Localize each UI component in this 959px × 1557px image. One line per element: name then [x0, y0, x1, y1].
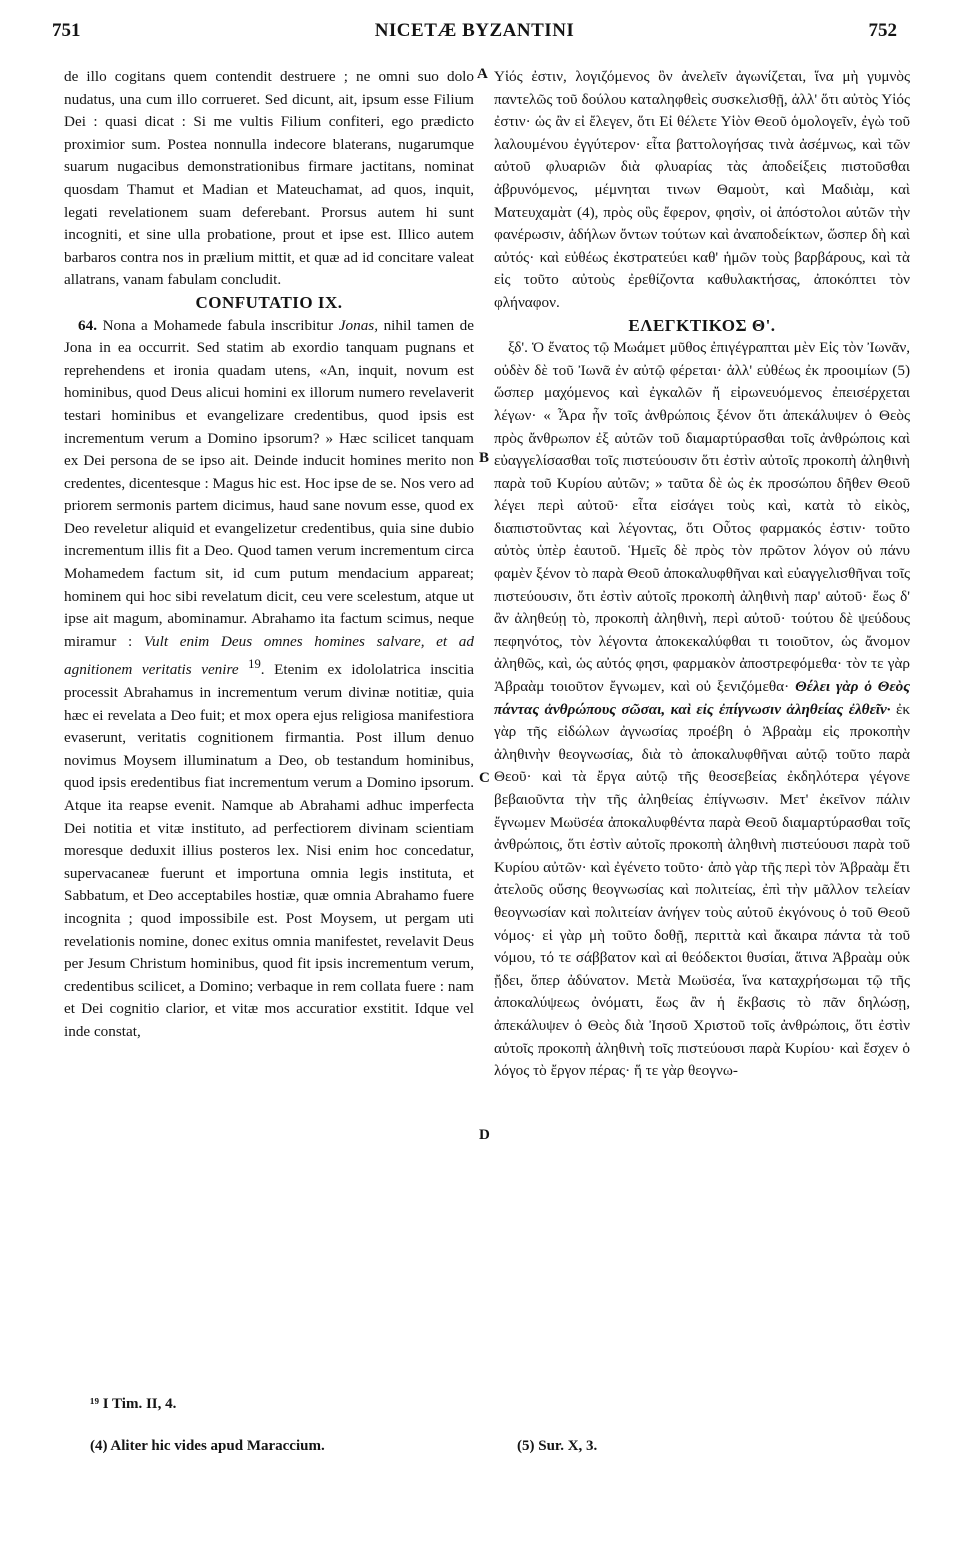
- margin-letter-b: B: [479, 450, 490, 466]
- margin-letter-d: D: [479, 1127, 490, 1143]
- page-number-right: 752: [868, 20, 897, 41]
- latin-section-heading: CONFUTATIO IX.: [195, 292, 343, 312]
- greek-text-run: ἐκ γὰρ τῆς εἰδώλων ἀγνωσίας προέβη ὁ Ἀβραὰμ εἰς προκοπὴν ἀληθινὴν θεογνωσίας, διὰ τὸ ἀποκαλυφθῆναι αὐτῷ τοῦτο παρὰ Θεοῦ· καὶ τὰ ἔργα αὐτῷ τῆς θεοσεβείας ἐκδηλότερα γέγονε βεβαιοῦντα τὴν τῆς ἀληθείας ἐπίγνωσιν. Μετ' ἐκεῖνον πάλιν ἔγνωμεν Μωϋσέα ἀποκαλυφθέντα παρὰ Θεοῦ διαμαρτύρασθαι τοῖς ἀνθρώποις, ὅτι ἐστὶν αὐτοῖς προκοπὴ ἀληθινὴ πιστεύουσι παρὰ τοῦ Κυρίου αὐτῶν· καὶ ἐγένετο τοῦτο· ἀπὸ γὰρ τῆς περὶ τὸν Ἀβραὰμ ἔτι ἀτελοῦς οὔσης θεογνωσίας καὶ πολιτείας, ἐπὶ τὴν μᾶλλον τελείαν θεογνωσίαν καὶ πολιτείαν ἀνήγεν τοὺς αὐτοῦ ἐκγόνους ὁ τοῦ Θεοῦ νόμος· εἰ γὰρ μὴ τοῦτο δοθῇ, περιττὰ καὶ ἄκαιρα πάντα τὰ τοῦ νόμου, τό τε σάββατον καὶ αἱ θεόδεκτοι θυσίαι, ἅτινα Ἀβραὰμ οὐκ ᾔδει, ὅπερ ἀδύνατον. Μετὰ Μωϋσέα, ἵνα καταχρήσωμαι τῷ τῆς ἀποκαλύψεως ὀνόματι, ἕως ἂν ἡ ἔκβασις τὸ πᾶν δηλώσῃ, ἀπεκάλυψεν ὁ Θεὸς διὰ Ἰησοῦ Χριστοῦ τοῖς ἀνθρώποις, ὅτι ἐστὶν αὐτοῖς προκοπὴ ἀληθινὴ τοῖς πιστεύουσι παρὰ Κυρίου· καὶ ἔσχεν ὁ λόγος τὸ ἔργον πέρας· ἥ τε γὰρ θεογνω-: [494, 700, 910, 1080]
- greek-section-heading: ΕΛΕΓΚΤΙΚΟΣ Θ'.: [628, 315, 776, 335]
- running-header: [52, 14, 897, 44]
- margin-letter-c: C: [479, 770, 490, 786]
- footnote-4: (4) Aliter hic vides apud Maraccium.: [90, 1438, 325, 1454]
- latin-text-run: nihil tamen de Jona in ea occurrit. Sed statim ab exordio tanquam pugnans et reprehendens et ironia quadam utens, «An, inquit, novum est hominibus, quod Deus alicui homini ex illorum numero revelaverit testari hominibus et evangelizare credentibus, quod ipsis est incrementum verum a Domino ipsorum? » Hæc scilicet tanquam ex Dei persona de se ipso ait. Deinde inducit homines merito non credentes, dicentesque : Magus hic est. Hoc ipse de se. Nos vero ad priorem sermonis partem dicimus, haud sane novum esse, quod ex Deo reveletur aliquid et evangelizetur credentibus, quia sine dubio incrementum illis fit a Deo. Quod tamen verum incrementum circa Mohamedem factum sit, id cum putum mendacium appareat; hominem qui hoc sibi revelatum dicit, ceu vere scelestum, atque ut ipse ait magum, abominamur. Abrahamo ita factum scimus, neque miramur :: [64, 316, 475, 650]
- latin-column: [64, 66, 474, 1044]
- latin-text-run: Nona a Mohamede fabula inscribitur: [102, 316, 334, 334]
- greek-text-run: Ὁ ἔνατος τῷ Μωάμετ μῦθος ἐπιγέγραπται μὲν Εἰς τὸν Ἰωνᾶν, οὐδὲν δὲ τοῦ Ἰωνᾶ ἐν αὐτῷ φέρεται· ἀλλ' εὐθέως ἐκ προοιμίων (5) ὥσπερ μαχόμενος καὶ ἐγκαλῶν ἤ εἰρωνευόμενος ἐπεισέρχεται λέγων· « Ἆρα ἦν τοῖς ἀνθρώποις ξένον ὅτι ἀπεκάλυψεν ὁ Θεὸς πρὸς ἄνθρωπον ἐξ αὐτῶν τοῦ διαμαρτύρασθαι τοῖς ἀνθρώποις καὶ εὐαγγελίσασθαι τοῖς πιστεύουσιν ὅτι ἐστὶν αὐτοῖς προκοπὴ ἀληθινὴ παρὰ τοῦ Κυρίου αὐτῶν; » ταῦτα δὲ ὡς ἐκ προσώπου δῆθεν Θεοῦ λέγει περὶ αὐτοῦ· εἶτα εἰσάγει τοὺς καὶ, κατὰ τὸ εἰκὸς, διαπιστοῦντας καὶ λέγοντας, ὅτι Οὗτος φαρμακός ἐστιν· τοῦτο αὐτὸς ὑπὲρ ἑαυτοῦ. Ἡμεῖς δὲ πρὸς τὸν πρῶτον λόγον οὐ πάνυ φαμὲν ξένον τὸ παρὰ Θεοῦ ἀποκαλυφθῆναι καὶ εὐαγγελισθῆναι τοῖς πιστεύουσιν, ὅτι ἐστὶν αὐτοῖς προκοπὴ ἀληθινὴ παρ' αὐτοῦ· ἕως δ' ἂν ἀληθεύῃ τὸ, προκοπὴ ἀληθινὴ, περὶ αὐτοῦ· τούτου δὲ ψεύδους πεφηνότος, τὸν λέγοντα ἀποκεκαλύφθαι τι τοιοῦτον, ὡς ἄνομον ἀληθῶς, καὶ, ὡς αὐτός φησι, φαρμακὸν ἀποστρεφόμεθα· τὸν τε γὰρ Ἀβραὰμ τοιοῦτον ἔγνωμεν, καὶ οὐ ξενιζόμεθα·: [494, 339, 911, 696]
- page-number-left: 751: [52, 20, 81, 41]
- footnote-19: ¹⁹ I Tim. II, 4.: [90, 1396, 177, 1412]
- latin-paragraph-1: de illo cogitans quem contendit destruere ; ne omni suo dolo nudatus, una cum illo corrueret. Sed dicunt, ait, ipsum esse Filium Dei : quasi dicat : Si me vultis Filium confiteri, ego prædicto proximior sum. Postea nonnulla indecore blaterans, nugarumque suarum nugacibus demonstrationibus firmare jactitans, nominat quosdam Thamut et Madian et Mateuchamat, ad quos, inquit, legati revelationem suam deferebant. Prorsus autem hi sunt incogniti, et sine ulla probatione, prout et ipse est. Illico autem barbaros contra nos in prælium mittit, et quæ ad id concitare valeat allatrans, vanam fabulam concludit.: [64, 68, 474, 289]
- latin-section-number: 64.: [78, 316, 97, 334]
- greek-scripture-quote: Θέλει γὰρ ὁ Θεὸς πάντας ἀνθρώπους σῶσαι, καὶ εἰς ἐπίγνωσιν ἀληθείας ἐλθεῖν·: [494, 678, 910, 718]
- greek-section-number: ξδ'.: [508, 339, 528, 357]
- latin-paragraph-2: [64, 315, 474, 1044]
- margin-letter-a: A: [477, 66, 488, 82]
- latin-text-run: . Etenim ex idololatrica inscitia processit Abrahamus in incrementum verum divinæ notitiæ, quia hæc ei revelata a Deo fuit; et mox opera ejus religiosa manifestiora evaserunt, veritatis cognitionem firmantia. Post illum denuo novimus Moysem illuminatum a Deo, ob testandum hominibus, quod ipsis eredentibus fiat incrementum verum a Domino ipsorum. Atque ita reapse evenit. Namque ab Abrahami adhuc imperfecta Dei notitia et vitæ instituto, ad perfectiorem divinam scientiam moresque deduxit illius posteros lex. Nisi enim hoc concedatur, supervacaneæ fuerunt et importuna omnia legis instituta, et Sabbatum, et Deo acceptabiles hostiæ, quæ omnia Abrahamo fuere incognita ; quod impossibile est. Post Moysem, ut pergam uti revelationis nomine, donec exitus omnia manifestet, revelavit Deus per Jesum Christum hominibus, quod fit ipsis incrementum verum, credentibus scilicet, a Domino; verbaque in rem collata fuere : nam et Dei cognitio clarior, et vitæ mos accuratior exstitit. Idque vel inde constat,: [64, 661, 474, 1040]
- latin-scripture-quote: Vult enim Deus omnes homines salvare, et ad agnitionem veritatis venire: [64, 632, 474, 679]
- latin-title-jonas: Jonas,: [338, 316, 378, 334]
- greek-paragraph-2: [494, 337, 910, 1083]
- footnote-5: (5) Sur. X, 3.: [517, 1438, 598, 1454]
- greek-column: [494, 66, 910, 1083]
- footnote-ref-19: 19: [248, 657, 261, 672]
- greek-paragraph-1: Υἱός ἐστιν, λογιζόμενος ὃν ἀνελεῖν ἀγωνίζεται, ἵνα μὴ γυμνὸς παντελῶς τοῦ δούλου καταληφθεὶς συσκελισθῇ, ἀλλ' ὅτι αὐτὸς Υἱός ἐστιν· ὡς ἂν εἰ ἔλεγεν, ὅτι Εἰ θέλετε Υἱὸν Θεοῦ ὁμολογεῖν, ἐγὼ τοῦ λαλουμένου ἐγγύτερον· εἶτα βαττολογήσας τινὰ ἀσέμνως, καὶ τῶν αὐτοῦ φλυαριῶν διὰ φλυαρίας τὰς ἀποδείξεις πιστοῦσθαι ἀβρυνόμενος, μέμνηται τινων Θαμοὺτ, καὶ Μαδιὰμ, καὶ Ματευχαμὰτ (4), πρὸς οὓς ἔφερον, φησὶν, οἱ ἀπόστολοι αὐτῶν τὴν φανέρωσιν, ἀδήλων ὄντων τούτων καὶ ἀναποδείκτων, ὥσπερ δὴ καὶ αὐτός· καὶ εὐθέως ἐκστρατεύει καθ' ἡμῶν τοὺς βαρβάρους, καὶ τὰ εἰς τοῦτο αὐτοὺς ἐρεθίζοντα καθυλακτήσας, ἀποκόπτει τὸν φλήναφον.: [494, 68, 910, 311]
- running-title: NICETÆ BYZANTINI: [374, 20, 575, 41]
